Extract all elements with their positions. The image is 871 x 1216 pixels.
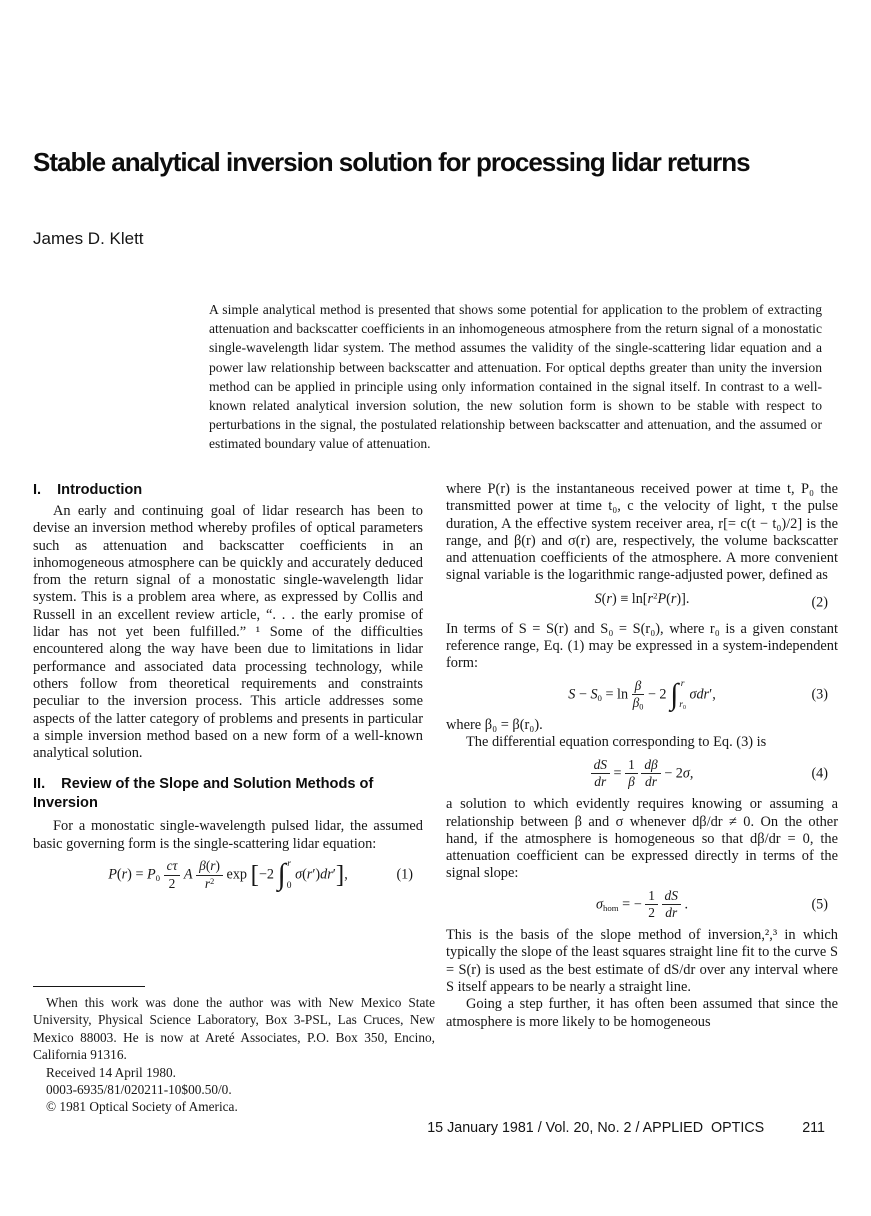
page-number: 211	[802, 1120, 825, 1136]
author-name: James D. Klett	[33, 229, 144, 248]
right-paragraph-5: a solution to which evidently requires knowing or assuming a relationship between β and σ whenever dβ/dr ≠ 0. On the other hand, if the atmosphere is homogeneous so that dβ/dr = 0, the attenuation coefficient can be expressed directly in terms of the signal slope:	[446, 796, 838, 882]
equation-3	[446, 679, 838, 711]
right-column	[446, 481, 838, 1031]
right-paragraph-7: Going a step further, it has often been assumed that since the atmosphere is more likely to be homogeneous	[446, 996, 838, 1030]
footnote-affiliation: When this work was done the author was with New Mexico State University, Physical Science Laboratory, Box 3-PSL, Las Cruces, New Mexico 88003. He is now at Areté Associates, P.O. Box 350, Encino, California 91316.	[33, 995, 435, 1063]
section-2-paragraph: For a monostatic single-wavelength pulsed lidar, the assumed basic governing form is the single-scattering lidar equation:	[33, 818, 423, 852]
section-1-numeral: I.	[33, 482, 42, 498]
equation-3-number: (3)	[811, 686, 828, 703]
right-paragraph-6: This is the basis of the slope method of inversion,²,³ in which typically the slope of the least squares straight line fit to the curve S = S(r) is used as the best estimate of dS/dr over any interval where S itself appears to be nearly a straight line.	[446, 927, 838, 996]
footnote-rule	[33, 986, 145, 987]
equation-2-body: $S(r) \equiv \ln[r^2P(r)]$.	[594, 590, 690, 607]
section-2-heading	[33, 775, 423, 813]
section-1-heading	[33, 481, 423, 500]
footnote-block	[33, 986, 435, 1116]
right-paragraph-2: In terms of S = S(r) and S₀ = S(r₀), where r₀ is a given constant reference range, Eq. (1) may be expressed in a system-independent form:	[446, 620, 838, 672]
equation-2-number: (2)	[811, 594, 828, 611]
abstract-text: A simple analytical method is presented that shows some potential for application to the problem of extracting attenuation and backscatter coefficients in an inhomogeneous atmosphere from the return signal of a monostatic single-wavelength lidar system. The method assumes the validity of the single-scattering lidar equation and a power law relationship between backscatter and attenuation. For optical depths greater than unity the inversion method can be applied in principle using only information contained in the signal itself. In contrast to a well-known related analytical inversion solution, the new solution form is shown to be stable with respect to perturbations in the signal, the postulated relationship between backscatter and attenuation, and the assumed or estimated boundary value of attenuation.	[209, 302, 822, 452]
equation-4-number: (4)	[811, 765, 828, 782]
right-paragraph-1: where P(r) is the instantaneous received power at time t, P₀ the transmitted power at time t₀, c the velocity of light, τ the pulse duration, A the effective system receiver area, r[= c(t − t₀)/2] is the range, and β(r) and σ(r) are, respectively, the volume backscatter and attenuation coefficients of the atmosphere. A more convenient signal variable is the logarithmic range-adjusted power, defined as	[446, 481, 838, 584]
paper-title: Stable analytical inversion solution for processing lidar returns	[33, 147, 750, 177]
footnote-article-code: 0003-6935/81/020211-10$00.50/0.	[46, 1082, 232, 1098]
equation-4-body: $\frac{dS}{dr}$ = $\frac{1}{\beta}$ $\frac{d\beta}{dr}$ − 2σ,	[446, 758, 838, 790]
equation-2	[446, 591, 838, 615]
equation-5-body: $\sigma_{hom}$ = − $\frac{1}{2}$ $\frac{dS}{dr}$ .	[595, 887, 689, 921]
section-1-title: Introduction	[57, 482, 143, 498]
section-1-paragraph: An early and continuing goal of lidar research has been to devise an inversion method whereby profiles of optical parameters such as attenuation and backscatter coefficients in an inhomogeneous atmosphere can be quickly and accurately deduced from the return signal of a monostatic single-wavelength lidar system. This is a problem area where, as expressed by Collis and Russell in an excellent review article, “. . . the early promise of lidar has not yet been fulfilled.” ¹ Some of the difficulties encountered along the way have been due to limitations in lidar performance and associated data processing technology, while others follow from theoretical requirements and constraints peculiar to the inversion process. This article addresses some aspects of the latter category of problems and presents in particular a simple inversion method based on a new form of a well-known analytical solution.	[33, 503, 423, 762]
equation-1	[33, 859, 423, 891]
equation-5	[446, 889, 838, 921]
section-2-title: Review of the Slope and Solution Methods of Inversion	[33, 776, 374, 812]
footnote-copyright: © 1981 Optical Society of America.	[46, 1099, 238, 1115]
equation-1-number: (1)	[396, 866, 413, 883]
section-2-numeral: II.	[33, 776, 46, 793]
journal-line: 15 January 1981 / Vol. 20, No. 2 / APPLIED OPTICS	[427, 1120, 765, 1136]
equation-4	[446, 758, 838, 790]
left-column	[33, 481, 423, 898]
page-footer	[427, 1120, 825, 1136]
right-paragraph-4: The differential equation corresponding to Eq. (3) is	[466, 734, 767, 751]
equation-3-body: $S - S_0 = \ln$ $\frac{\beta}{\beta_0}$ − 2 ∫ r $r_0$ σdr′,	[568, 677, 716, 712]
equation-5-number: (5)	[811, 896, 828, 913]
equation-1-body: $P(r) = P_0$ $\frac{c\tau}{2}$ A $\frac{\beta(r)}{r^2}$ exp [−2 ∫ r 0 σ(r′)dr′],	[108, 858, 348, 892]
footnote-received: Received 14 April 1980.	[46, 1064, 176, 1080]
right-paragraph-3: where β₀ = β(r₀).	[446, 717, 543, 734]
